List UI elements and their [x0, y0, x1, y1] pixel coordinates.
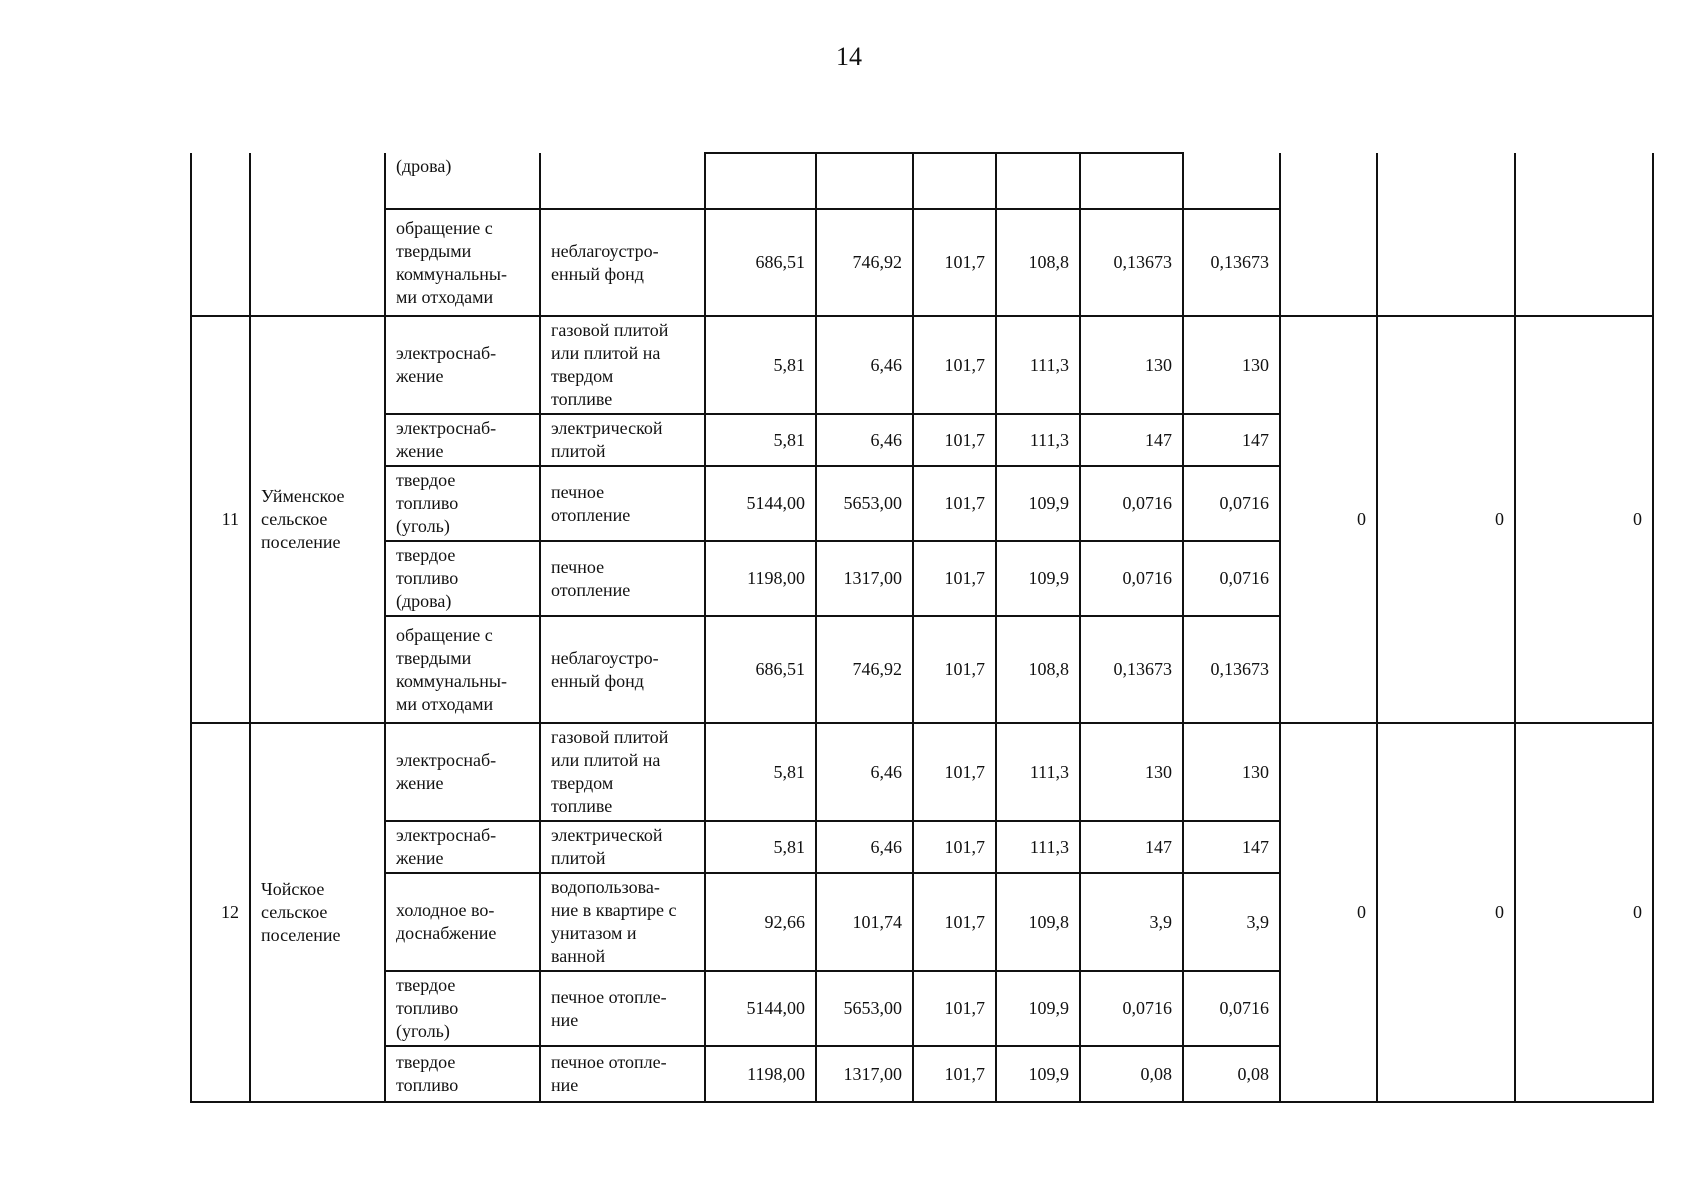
service-cell: твердое топливо: [385, 1046, 540, 1102]
value-cell: 101,7: [913, 209, 996, 316]
value-cell: 130: [1080, 723, 1183, 821]
row-index: 12: [191, 723, 250, 1102]
service-cell: электроснаб- жение: [385, 414, 540, 466]
value-cell: 0,0716: [1183, 541, 1280, 616]
value-cell: 5653,00: [816, 971, 913, 1046]
extra-value-cell: 0: [1377, 316, 1515, 723]
value-cell: 101,7: [913, 541, 996, 616]
value-cell: 147: [1183, 414, 1280, 466]
value-cell: 5,81: [705, 723, 816, 821]
value-cell: 686,51: [705, 209, 816, 316]
table-row: [191, 153, 1653, 209]
value-cell: 5144,00: [705, 971, 816, 1046]
value-cell: 109,8: [996, 873, 1080, 971]
value-cell: [913, 153, 996, 209]
value-cell: 0,13673: [1183, 616, 1280, 723]
value-cell: 1198,00: [705, 541, 816, 616]
value-cell: 101,7: [913, 821, 996, 873]
value-cell: 109,9: [996, 1046, 1080, 1102]
value-cell: 5144,00: [705, 466, 816, 541]
value-cell: 101,7: [913, 873, 996, 971]
value-cell: 5,81: [705, 316, 816, 414]
page-number: 14: [836, 42, 862, 71]
value-cell: 147: [1183, 821, 1280, 873]
type-cell: водопользова- ние в квартире с унитазом и ванной: [540, 873, 705, 971]
value-cell: 130: [1183, 316, 1280, 414]
value-cell: 0,0716: [1183, 466, 1280, 541]
service-cell: электроснаб- жение: [385, 316, 540, 414]
value-cell: [1080, 153, 1183, 209]
value-cell: 108,8: [996, 616, 1080, 723]
value-cell: 746,92: [816, 209, 913, 316]
value-cell: 746,92: [816, 616, 913, 723]
value-cell: [705, 153, 816, 209]
extra-cell-empty: [1377, 153, 1515, 316]
value-cell: 6,46: [816, 414, 913, 466]
value-cell: 92,66: [705, 873, 816, 971]
value-cell: 0,0716: [1080, 466, 1183, 541]
type-cell: газовой плитой или плитой на твердом топливе: [540, 723, 705, 821]
tariff-table: [190, 152, 1654, 1103]
type-cell: печное отопление: [540, 466, 705, 541]
value-cell: 101,7: [913, 723, 996, 821]
value-cell: 130: [1183, 723, 1280, 821]
type-cell: неблагоустро- енный фонд: [540, 209, 705, 316]
value-cell: 109,9: [996, 541, 1080, 616]
service-cell: твердое топливо (уголь): [385, 466, 540, 541]
value-cell: [996, 153, 1080, 209]
value-cell: 0,0716: [1080, 541, 1183, 616]
value-cell: 130: [1080, 316, 1183, 414]
service-cell: (дрова): [385, 153, 540, 209]
value-cell: 108,8: [996, 209, 1080, 316]
value-cell: 6,46: [816, 316, 913, 414]
value-cell: 5653,00: [816, 466, 913, 541]
type-cell: [540, 153, 705, 209]
value-cell: 0,0716: [1183, 971, 1280, 1046]
service-cell: обращение с твердыми коммунальны- ми отходами: [385, 616, 540, 723]
index-cell-empty: [191, 153, 250, 316]
value-cell: 3,9: [1080, 873, 1183, 971]
value-cell: 0,13673: [1183, 209, 1280, 316]
extra-value-cell: 0: [1377, 723, 1515, 1102]
value-cell: 0,13673: [1080, 209, 1183, 316]
value-cell: 109,9: [996, 971, 1080, 1046]
settlement-name: Уйменское сельское поселение: [250, 316, 385, 723]
type-cell: электрической плитой: [540, 414, 705, 466]
type-cell: газовой плитой или плитой на твердом топливе: [540, 316, 705, 414]
value-cell: 109,9: [996, 466, 1080, 541]
value-cell: 3,9: [1183, 873, 1280, 971]
type-cell: неблагоустро- енный фонд: [540, 616, 705, 723]
service-cell: холодное во- доснабжение: [385, 873, 540, 971]
value-cell: 0,08: [1080, 1046, 1183, 1102]
table-row: [191, 723, 1653, 821]
table-body: [191, 153, 1653, 1102]
value-cell: 5,81: [705, 414, 816, 466]
service-cell: твердое топливо (дрова): [385, 541, 540, 616]
value-cell: 101,7: [913, 1046, 996, 1102]
value-cell: 686,51: [705, 616, 816, 723]
extra-cell-empty: [1280, 153, 1377, 316]
value-cell: 101,7: [913, 971, 996, 1046]
service-cell: твердое топливо (уголь): [385, 971, 540, 1046]
value-cell: 101,7: [913, 316, 996, 414]
value-cell: 101,7: [913, 616, 996, 723]
value-cell: [1183, 153, 1280, 209]
value-cell: 5,81: [705, 821, 816, 873]
extra-value-cell: 0: [1280, 316, 1377, 723]
extra-value-cell: 0: [1515, 316, 1653, 723]
settlement-cell-empty: [250, 153, 385, 316]
value-cell: 101,74: [816, 873, 913, 971]
value-cell: 111,3: [996, 316, 1080, 414]
value-cell: 0,0716: [1080, 971, 1183, 1046]
value-cell: 0,08: [1183, 1046, 1280, 1102]
value-cell: 6,46: [816, 821, 913, 873]
service-cell: электроснаб- жение: [385, 723, 540, 821]
type-cell: электрической плитой: [540, 821, 705, 873]
value-cell: 147: [1080, 414, 1183, 466]
extra-value-cell: 0: [1515, 723, 1653, 1102]
value-cell: 1317,00: [816, 541, 913, 616]
value-cell: 111,3: [996, 723, 1080, 821]
extra-value-cell: 0: [1280, 723, 1377, 1102]
type-cell: печное отопле- ние: [540, 971, 705, 1046]
settlement-name: Чойское сельское поселение: [250, 723, 385, 1102]
value-cell: 147: [1080, 821, 1183, 873]
value-cell: 101,7: [913, 466, 996, 541]
value-cell: 111,3: [996, 414, 1080, 466]
type-cell: печное отопле- ние: [540, 1046, 705, 1102]
row-index: 11: [191, 316, 250, 723]
type-cell: печное отопление: [540, 541, 705, 616]
value-cell: 1317,00: [816, 1046, 913, 1102]
extra-cell-empty: [1515, 153, 1653, 316]
value-cell: 101,7: [913, 414, 996, 466]
value-cell: 111,3: [996, 821, 1080, 873]
value-cell: [816, 153, 913, 209]
service-cell: обращение с твердыми коммунальны- ми отходами: [385, 209, 540, 316]
service-cell: электроснаб- жение: [385, 821, 540, 873]
table-row: [191, 316, 1653, 414]
value-cell: 0,13673: [1080, 616, 1183, 723]
value-cell: 6,46: [816, 723, 913, 821]
value-cell: 1198,00: [705, 1046, 816, 1102]
